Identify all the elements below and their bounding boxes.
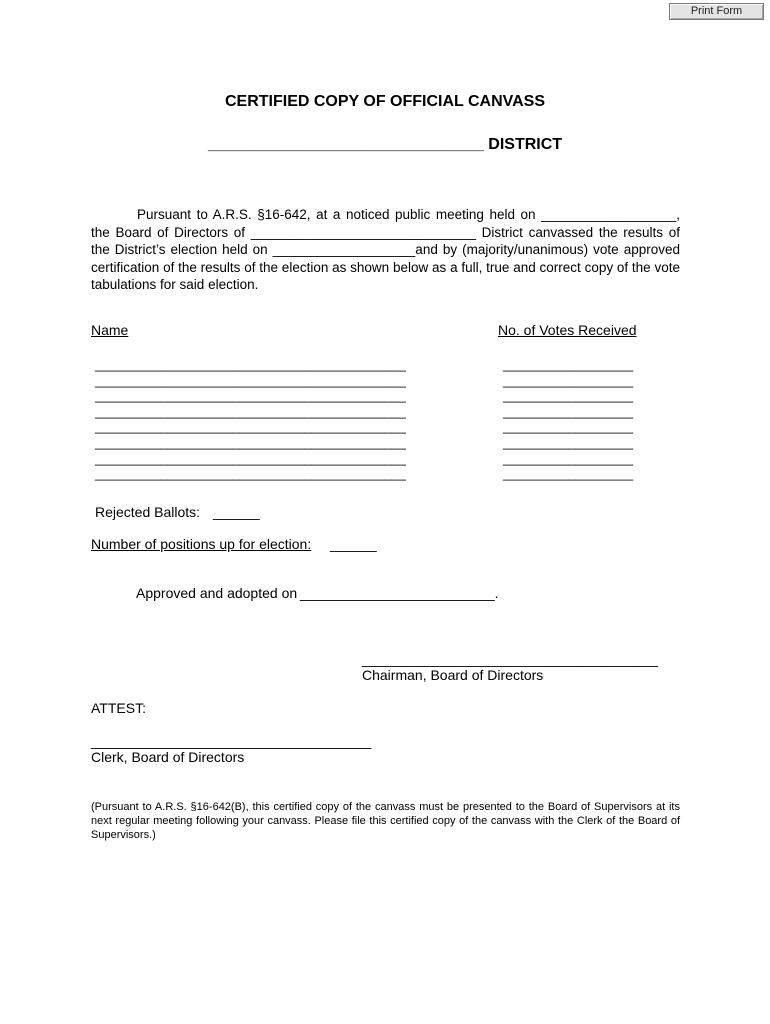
chairman-label: Chairman, Board of Directors	[362, 667, 544, 683]
name-column-header: Name	[91, 322, 129, 338]
vote-blank-line[interactable]: __________________	[503, 419, 634, 435]
vote-blank-line[interactable]: __________________	[503, 434, 634, 450]
attest-label: ATTEST:	[91, 700, 146, 716]
canvass-paragraph-text: Pursuant to A.R.S. §16-642, at a noticed public meeting held on __________________, the Board of Directors of ______________________________ District canvassed the results of the District’s election held on ___________________and by (majority/unanimous) vote approved certification of the results of the election as shown below as a full, true and correct copy of the vote tabulations for said election.	[91, 207, 680, 292]
name-blanks-list	[95, 357, 406, 482]
chairman-signature-line[interactable]: ______________________________________	[362, 651, 658, 667]
rejected-ballots-label: Rejected Ballots:	[95, 504, 201, 520]
approved-label: Approved and adopted on	[136, 585, 298, 601]
approved-date-blank[interactable]: _________________________.	[300, 585, 499, 601]
vote-blank-line[interactable]: __________________	[503, 403, 634, 419]
positions-blank[interactable]: ______	[330, 536, 377, 552]
positions-label: Number of positions up for election:	[91, 536, 312, 552]
district-label: DISTRICT	[488, 136, 563, 153]
vote-blank-line[interactable]: __________________	[503, 450, 634, 466]
name-blank-line[interactable]: ___________________________________________	[95, 372, 406, 388]
canvass-paragraph	[91, 206, 680, 294]
name-blank-line[interactable]: ___________________________________________	[95, 357, 406, 372]
district-name-blank[interactable]: _______________________________	[207, 136, 484, 153]
rejected-ballots-blank[interactable]: ______	[213, 504, 260, 520]
vote-blanks-list	[503, 357, 633, 482]
footer-note: (Pursuant to A.R.S. §16-642(B), this certified copy of the canvass must be presented to the Board of Supervisors at its next regular meeting following your canvass. Please file this certified copy of the canvass with the Clerk of the Board of Supervisors.)	[91, 801, 680, 841]
name-blank-line[interactable]: ___________________________________________	[95, 403, 406, 419]
name-blank-line[interactable]: ___________________________________________	[95, 419, 406, 435]
name-blank-line[interactable]: ___________________________________________	[95, 466, 406, 482]
vote-blank-line[interactable]: __________________	[503, 372, 634, 388]
vote-blank-line[interactable]: __________________	[503, 388, 634, 404]
district-heading	[0, 136, 770, 154]
votes-column-header: No. of Votes Received	[498, 322, 637, 338]
name-blank-line[interactable]: ___________________________________________	[95, 450, 406, 466]
vote-blank-line[interactable]: __________________	[503, 357, 634, 372]
vote-blank-line[interactable]: __________________	[503, 466, 634, 482]
clerk-label: Clerk, Board of Directors	[91, 749, 245, 765]
print-form-button[interactable]: Print Form	[669, 3, 764, 20]
name-blank-line[interactable]: ___________________________________________	[95, 434, 406, 450]
clerk-signature-line[interactable]: ____________________________________	[91, 733, 372, 749]
name-blank-line[interactable]: ___________________________________________	[95, 388, 406, 404]
page-title: CERTIFIED COPY OF OFFICIAL CANVASS	[224, 93, 546, 110]
